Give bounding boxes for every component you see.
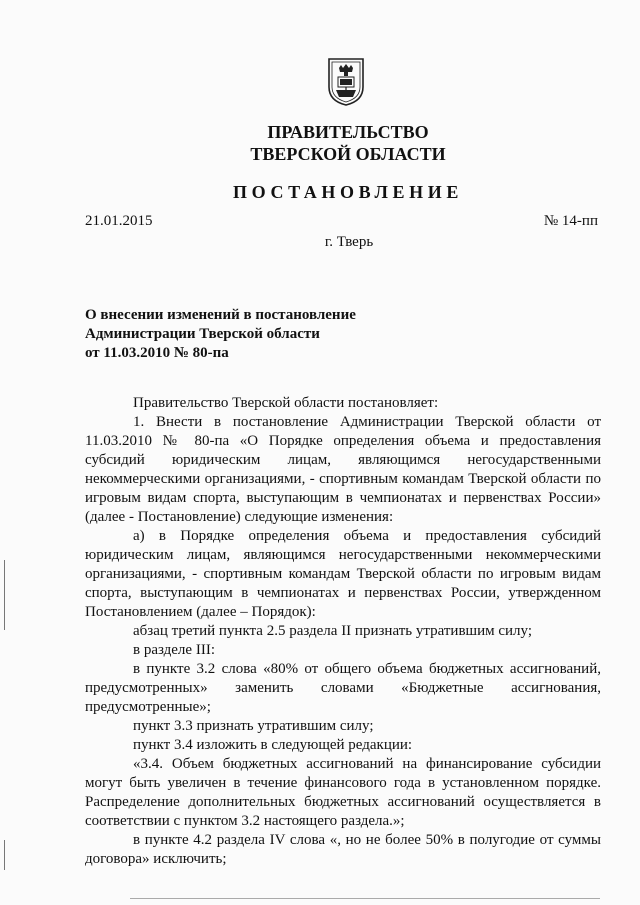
scan-margin-mark — [4, 840, 5, 870]
body-paragraph: Правительство Тверской области постановляет: — [133, 395, 439, 411]
subject-line: О внесении изменений в постановление — [85, 307, 356, 323]
document-date: 21.01.2015 — [85, 213, 153, 229]
body-paragraph: «3.4. Объем бюджетных ассигнований на финансирование субсидии могут быть увеличен в течение финансового года в установленном порядке. Распределение дополнительных бюджетных ассигнований осуществляется в соответствии с пунктом 3.2 настоящего раздела.»; — [85, 756, 601, 829]
body-paragraph: а) в Порядке определения объема и предоставления субсидий юридическим лицам, являющимся негосударственными некоммерческими организациями, - спортивным командам Тверской области по игровым видам спорта, выступающим в чемпионатах и первенствах России, утвержденном Постановлением (далее – Порядок): — [85, 528, 601, 620]
document-subject — [85, 306, 405, 363]
body-paragraph: пункт 3.4 изложить в следующей редакции: — [133, 737, 413, 753]
document-type-title: ПОСТАНОВЛЕНИЕ — [233, 182, 463, 202]
body-paragraph: пункт 3.3 признать утратившим силу; — [133, 718, 374, 734]
subject-line: от 11.03.2010 № 80-па — [85, 345, 229, 361]
body-paragraph: в пункте 3.2 слова «80% от общего объема бюджетных ассигнований, предусмотренных» заменить словами «Бюджетные ассигнования, предусмотренные»; — [85, 661, 601, 715]
body-paragraph: в пункте 4.2 раздела IV слова «, но не более 50% в полугодие от суммы договора» исключить; — [85, 832, 601, 867]
subject-line: Администрации Тверской области — [85, 326, 320, 342]
document-body — [85, 394, 601, 869]
scan-bottom-rule — [130, 898, 600, 899]
scan-margin-mark — [4, 560, 5, 630]
document-city: г. Тверь — [324, 234, 374, 250]
body-paragraph: в разделе III: — [133, 642, 215, 658]
organization-name-line2: ТВЕРСКОЙ ОБЛАСТИ — [250, 144, 446, 164]
tver-coat-of-arms-icon — [327, 57, 365, 107]
body-paragraph: 1. Внести в постановление Администрации Тверской области от 11.03.2010 № 80-па «О Порядке определения объема и предоставления субсидий юридическим лицам, являющимся негосударственными некоммерческими организациями, - спортивным командам Тверской области по игровым видам спорта, выступающим в чемпионатах и первенствах России» (далее - Постановление) следующие изменения: — [85, 414, 601, 525]
body-paragraph: абзац третий пункта 2.5 раздела II признать утратившим силу; — [133, 623, 532, 639]
document-number: № 14-пп — [543, 213, 598, 229]
organization-name-line1: ПРАВИТЕЛЬСТВО — [267, 122, 429, 142]
